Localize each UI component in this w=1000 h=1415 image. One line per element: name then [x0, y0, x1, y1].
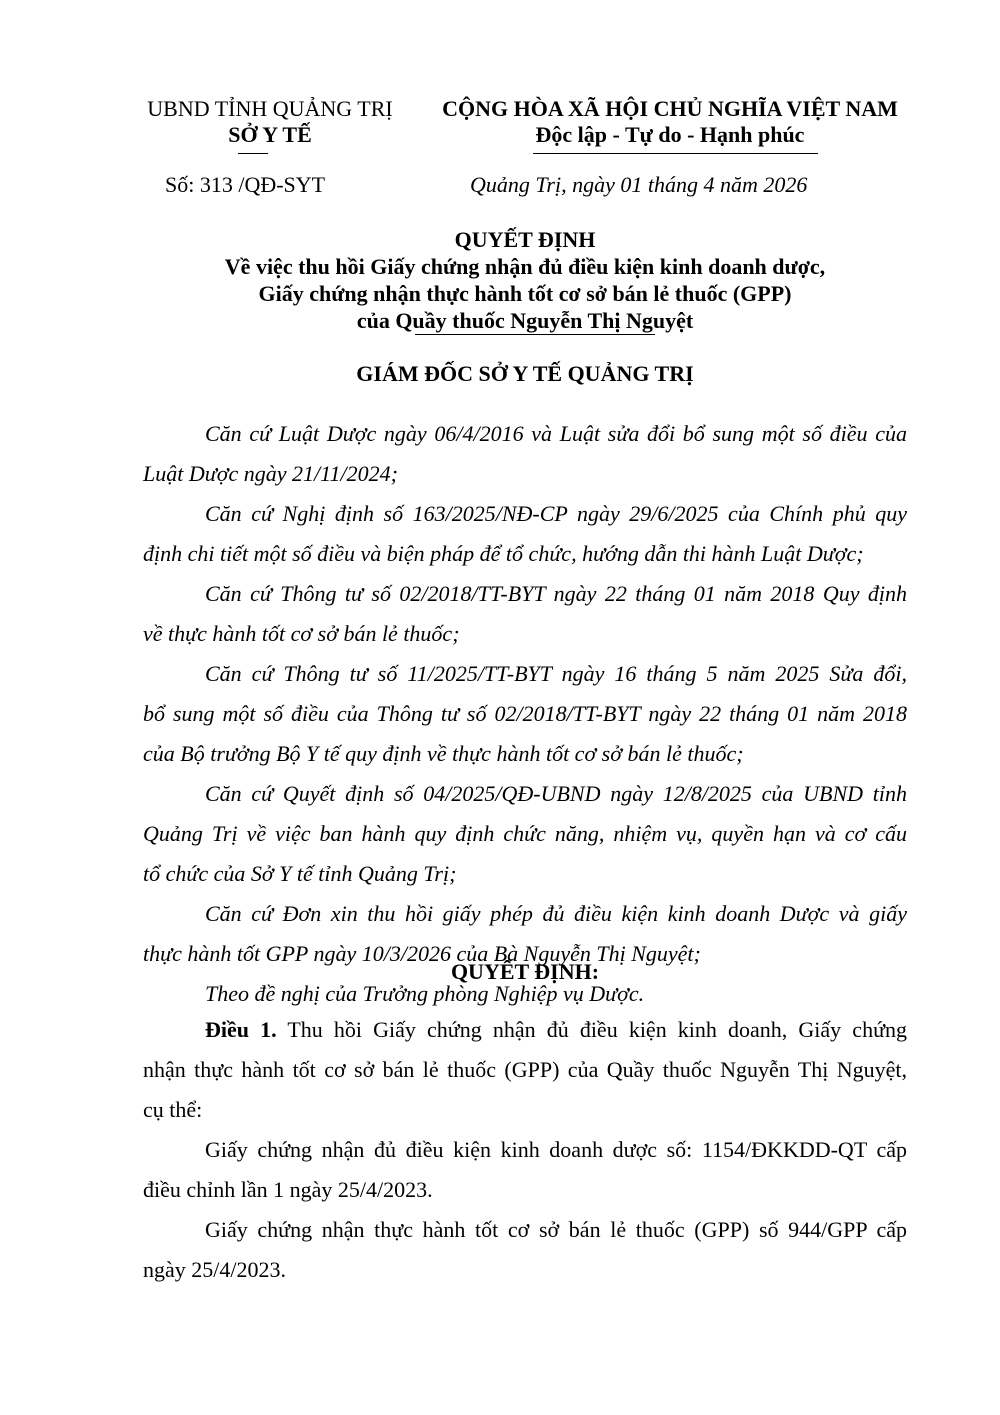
article-1: [143, 1010, 907, 1290]
preamble-item: [143, 414, 907, 494]
preamble-line: Căn cứ Đơn xin thu hồi giấy phép đủ điều kiện kinh doanh Dược và giấy: [205, 901, 907, 926]
place-date: Quảng Trị, ngày 01 tháng 4 năm 2026: [470, 172, 808, 197]
preamble-line: Căn cứ Nghị định số 163/2025/NĐ-CP ngày 29/6/2025 của Chính phủ quy: [205, 501, 907, 526]
preamble-line: của Bộ trưởng Bộ Y tế quy định về thực hành tốt cơ sở bán lẻ thuốc;: [143, 741, 744, 766]
doc-type: QUYẾT ĐỊNH: [454, 227, 596, 252]
article-label: Điều 1.: [205, 1017, 277, 1042]
preamble-line: tổ chức của Sở Y tế tỉnh Quảng Trị;: [143, 861, 457, 886]
preamble-line: Căn cứ Thông tư số 02/2018/TT-BYT ngày 22 tháng 01 năm 2018 Quy định: [205, 581, 907, 606]
article-item-line: Giấy chứng nhận thực hành tốt cơ sở bán lẻ thuốc (GPP) số 944/GPP cấp: [205, 1217, 907, 1242]
preamble-item: [143, 574, 907, 654]
preamble-item: [143, 654, 907, 774]
subject-line-3: của Quầy thuốc Nguyễn Thị Nguyệt: [356, 308, 694, 333]
article-item: [143, 1130, 907, 1210]
subject-underline: [415, 334, 655, 335]
article-item-line: ngày 25/4/2023.: [143, 1257, 286, 1282]
doc-number: Số: 313 /QĐ-SYT: [165, 172, 326, 197]
preamble-line: Theo đề nghị của Trưởng phòng Nghiệp vụ Dược.: [205, 981, 645, 1006]
agency-underline: [238, 153, 268, 154]
article-line: nhận thực hành tốt cơ sở bán lẻ thuốc (GPP) của Quầy thuốc Nguyễn Thị Nguyệt,: [143, 1057, 907, 1082]
preamble-item: [143, 774, 907, 894]
preamble-line: định chi tiết một số điều và biện pháp để tổ chức, hướng dẫn thi hành Luật Dược;: [143, 541, 864, 566]
issuing-authority: GIÁM ĐỐC SỞ Y TẾ QUẢNG TRỊ: [356, 361, 694, 386]
decision-heading: QUYẾT ĐỊNH:: [450, 959, 600, 984]
preamble-line: Căn cứ Quyết định số 04/2025/QĐ-UBND ngày 12/8/2025 của UBND tỉnh: [205, 781, 907, 806]
article-text: Thu hồi Giấy chứng nhận đủ điều kiện kinh doanh, Giấy chứng: [276, 1017, 907, 1042]
subject-line-1: Về việc thu hồi Giấy chứng nhận đủ điều kiện kinh doanh dược,: [224, 254, 826, 279]
preamble-line: về thực hành tốt cơ sở bán lẻ thuốc;: [143, 621, 460, 646]
preamble-item: [143, 494, 907, 574]
subject-line-2: Giấy chứng nhận thực hành tốt cơ sở bán lẻ thuốc (GPP): [258, 281, 792, 306]
motto: Độc lập - Tự do - Hạnh phúc: [535, 122, 805, 147]
agency-name: SỞ Y TẾ: [228, 122, 312, 147]
preamble-line: Quảng Trị về việc ban hành quy định chức năng, nhiệm vụ, quyền hạn và cơ cấu: [143, 821, 907, 846]
article-item: [143, 1210, 907, 1290]
preamble-line: thực hành tốt GPP ngày 10/3/2026 của Bà Nguyễn Thị Nguyệt;: [143, 941, 701, 966]
article-item-line: điều chỉnh lần 1 ngày 25/4/2023.: [143, 1177, 433, 1202]
motto-underline: [533, 153, 818, 154]
nation-title: CỘNG HÒA XÃ HỘI CHỦ NGHĨA VIỆT NAM: [442, 96, 898, 121]
article-line: cụ thể:: [143, 1097, 203, 1122]
preamble: [143, 414, 907, 1014]
agency-parent: UBND TỈNH QUẢNG TRỊ: [147, 96, 393, 121]
preamble-line: Luật Dược ngày 21/11/2024;: [143, 461, 398, 486]
preamble-line: Căn cứ Luật Dược ngày 06/4/2016 và Luật sửa đổi bổ sung một số điều của: [205, 421, 907, 446]
preamble-line: Căn cứ Thông tư số 11/2025/TT-BYT ngày 16 tháng 5 năm 2025 Sửa đổi,: [205, 661, 907, 686]
article-item-line: Giấy chứng nhận đủ điều kiện kinh doanh dược số: 1154/ĐKKDD-QT cấp: [205, 1137, 907, 1162]
preamble-line: bổ sung một số điều của Thông tư số 02/2018/TT-BYT ngày 22 tháng 01 năm 2018: [143, 701, 907, 726]
